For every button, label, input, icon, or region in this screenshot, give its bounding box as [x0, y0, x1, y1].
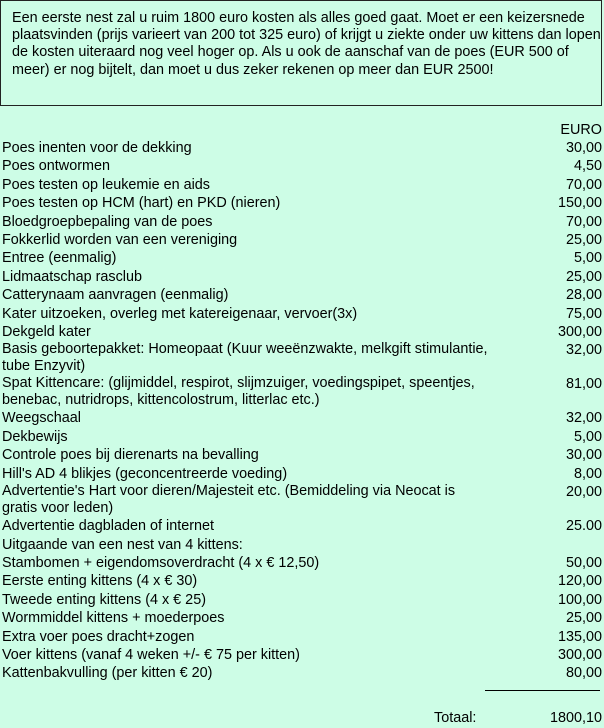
cost-description: Weegschaal	[2, 410, 81, 427]
cost-amount: 150,00	[557, 195, 602, 212]
cost-row	[2, 286, 602, 304]
cost-row	[2, 213, 602, 231]
cost-row	[2, 409, 602, 427]
cost-row	[2, 628, 602, 646]
cost-amount: 30,00	[565, 447, 602, 464]
cost-list	[2, 139, 602, 683]
cost-amount: 8,00	[573, 465, 602, 482]
cost-amount: 25,00	[565, 232, 602, 249]
cost-amount: 20,00	[565, 484, 602, 501]
cost-description: Controle poes bij dierenarts na bevalling	[2, 447, 259, 464]
cost-amount: 5,00	[573, 428, 602, 445]
cost-description: Extra voer poes dracht+zogen	[2, 628, 195, 645]
cost-row	[2, 305, 602, 323]
cost-amount: 70,00	[565, 176, 602, 193]
cost-amount: 75,00	[565, 305, 602, 322]
cost-description: Poes testen op leukemie en aids	[2, 176, 210, 193]
total-value: 1800,10	[549, 710, 602, 726]
cost-row	[2, 428, 602, 446]
cost-row	[2, 591, 602, 609]
cost-description: Voer kittens (vanaf 4 weken +/- € 75 per kitten)	[2, 646, 300, 663]
cost-description: Poes testen op HCM (hart) en PKD (nieren)	[2, 195, 281, 212]
cost-row	[2, 139, 602, 157]
cost-amount: 32,00	[565, 410, 602, 427]
cost-row	[2, 536, 602, 554]
cost-description: Basis geboortepakket: Homeopaat (Kuur weeënzwakte, melkgift stimulantie, tube Enzyvit)	[2, 341, 488, 375]
cost-row	[2, 176, 602, 194]
total-divider	[485, 690, 600, 691]
cost-amount: 100,00	[557, 591, 602, 608]
cost-description: Tweede enting kittens (4 x € 25)	[2, 591, 206, 608]
cost-amount: 70,00	[565, 213, 602, 230]
cost-row	[2, 323, 602, 341]
cost-description: Fokkerlid worden van een vereniging	[2, 232, 238, 249]
currency-header: EURO	[560, 122, 602, 138]
cost-amount: 28,00	[565, 287, 602, 304]
cost-description: Entree (eenmalig)	[2, 250, 117, 267]
cost-row	[2, 249, 602, 267]
cost-description: Kater uitzoeken, overleg met katereigenaar, vervoer(3x)	[2, 305, 358, 322]
cost-row	[2, 646, 602, 664]
cost-amount: 135,00	[557, 628, 602, 645]
cost-amount: 50,00	[565, 554, 602, 571]
cost-row	[2, 446, 602, 464]
cost-amount: 25,00	[565, 268, 602, 285]
cost-description: Wormmiddel kittens + moederpoes	[2, 610, 225, 627]
cost-amount: 5,00	[573, 250, 602, 267]
cost-description: Poes inenten voor de dekking	[2, 140, 192, 156]
cost-description: Uitgaande van een nest van 4 kittens:	[2, 536, 243, 553]
cost-description: Dekbewijs	[2, 428, 68, 445]
cost-amount: 300,00	[557, 646, 602, 663]
cost-row	[2, 231, 602, 249]
cost-description: Advertentie's Hart voor dieren/Majesteit etc. (Bemiddeling via Neocat is gratis voor leden)	[2, 483, 456, 517]
cost-row	[2, 554, 602, 572]
cost-row	[2, 194, 602, 212]
cost-row	[2, 483, 602, 517]
cost-row	[2, 268, 602, 286]
cost-description: Catterynaam aanvragen (eenmalig)	[2, 287, 229, 304]
cost-amount: 32,00	[565, 342, 602, 359]
cost-description: Lidmaatschap rasclub	[2, 268, 142, 285]
cost-row	[2, 609, 602, 627]
cost-row	[2, 517, 602, 535]
cost-description: Dekgeld kater	[2, 324, 91, 341]
cost-row	[2, 375, 602, 409]
cost-amount: 80,00	[565, 665, 602, 682]
cost-description: Eerste enting kittens (4 x € 30)	[2, 573, 198, 590]
cost-row	[2, 664, 602, 682]
cost-amount: 81,00	[565, 376, 602, 393]
cost-description: Spat Kittencare: (glijmiddel, respirot, slijmzuiger, voedingspipet, speentjes, benebac, nutridrops, kittencolostrum, litterlac etc.)	[2, 375, 475, 409]
cost-row	[2, 572, 602, 590]
cost-amount: 4,50	[573, 158, 602, 175]
cost-description: Advertentie dagbladen of internet	[2, 518, 215, 535]
cost-amount: 30,00	[565, 140, 602, 156]
cost-amount: 300,00	[557, 324, 602, 341]
cost-row	[2, 465, 602, 483]
intro-paragraph: Een eerste nest zal u ruim 1800 euro kosten als alles goed gaat. Moet er een keizersnede plaatsvinden (prijs varieert van 200 tot 325 euro) of krijgt u ziekte onder uw kittens dan lopen de kosten uiteraard nog veel hoger op. Als u ook de aanschaf van de poes (EUR 500 of meer) er nog bijtelt, dan moet u dus zeker rekenen op meer dan EUR 2500!	[12, 10, 601, 78]
intro-box	[0, 0, 602, 106]
cost-row	[2, 157, 602, 175]
cost-description: Hill's AD 4 blikjes (geconcentreerde voeding)	[2, 465, 288, 482]
cost-amount: 25,00	[565, 610, 602, 627]
cost-amount: 25.00	[565, 518, 602, 535]
total-label: Totaal:	[434, 710, 477, 726]
cost-description: Poes ontwormen	[2, 158, 110, 175]
cost-row	[2, 341, 602, 375]
cost-description: Stambomen + eigendomsoverdracht (4 x € 12,50)	[2, 554, 320, 571]
cost-amount: 120,00	[557, 573, 602, 590]
cost-description: Kattenbakvulling (per kitten € 20)	[2, 665, 213, 682]
cost-description: Bloedgroepbepaling van de poes	[2, 213, 213, 230]
